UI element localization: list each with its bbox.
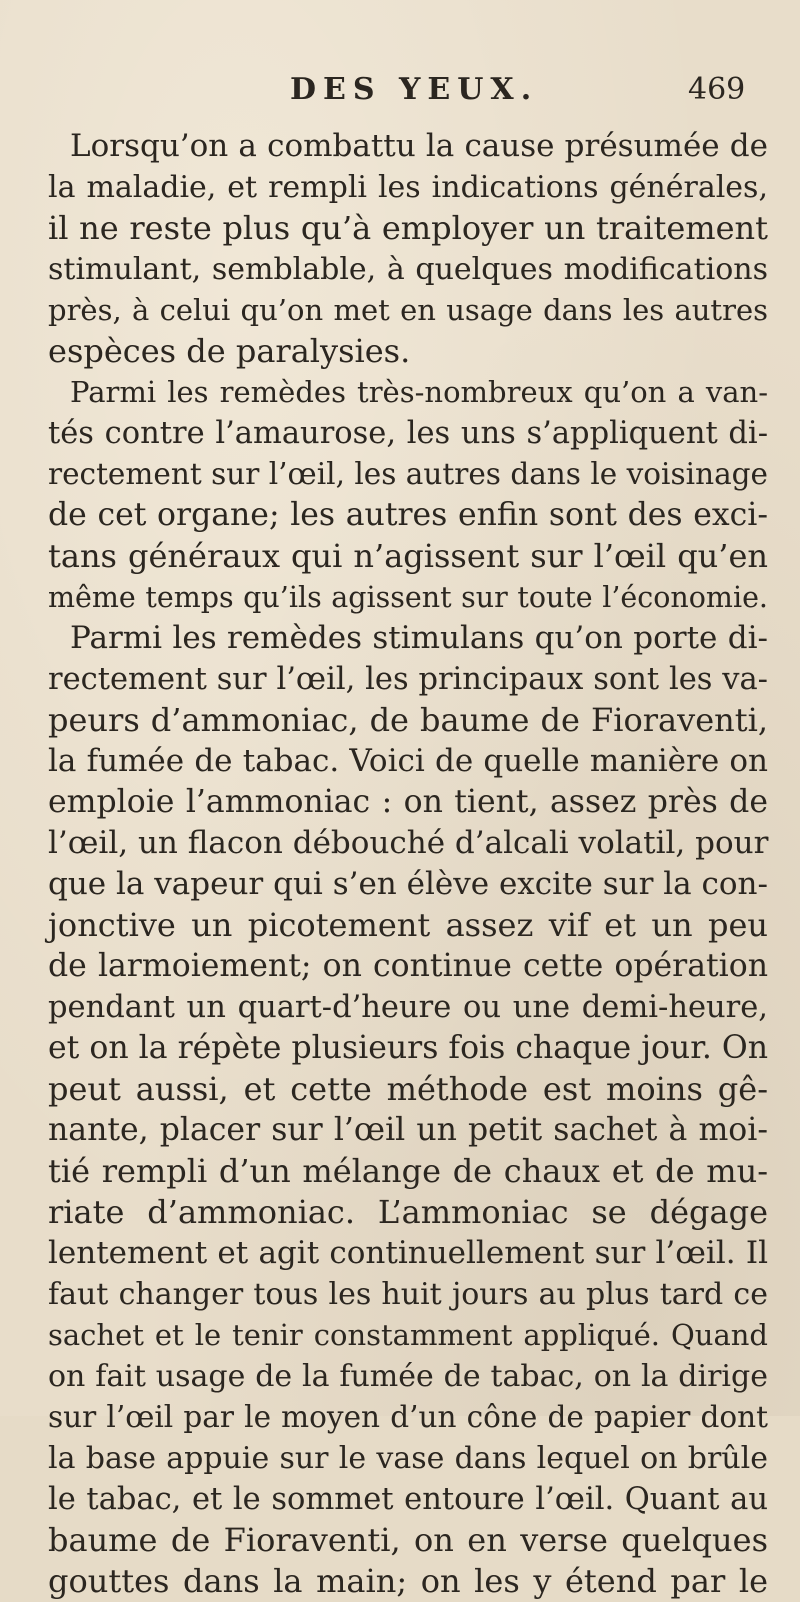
text-line: Lorsqu’on a combattu la cause présumée de bbox=[70, 128, 768, 164]
text-line: le tabac, et le sommet entoure l’œil. Quant au bbox=[48, 1482, 768, 1517]
text-line: peurs d’ammoniac, de baume de Fioraventi, bbox=[48, 701, 768, 739]
text-line: rectement sur l’œil, les autres dans le voisinage bbox=[48, 457, 768, 491]
running-title: DES YEUX. bbox=[290, 72, 539, 107]
text-line: de larmoiement; on continue cette opération bbox=[48, 948, 768, 984]
text-line: peut aussi, et cette méthode est moins gê- bbox=[48, 1070, 768, 1108]
text-line: stimulant, semblable, à quelques modifications bbox=[48, 252, 768, 287]
text-line: emploie l’ammoniac : on tient, assez près de bbox=[48, 784, 768, 820]
text-line: la fumée de tabac. Voici de quelle manière on bbox=[48, 743, 768, 779]
text-line: on fait usage de la fumée de tabac, on la dirige bbox=[48, 1359, 768, 1394]
text-line: espèces de paralysies. bbox=[48, 332, 411, 370]
text-line: gouttes dans la main; on les y étend par le bbox=[48, 1562, 768, 1600]
text-line: sachet et le tenir constamment appliqué. Quand bbox=[48, 1318, 768, 1352]
page-header bbox=[0, 72, 800, 112]
text-line: même temps qu’ils agissent sur toute l’économie. bbox=[48, 581, 768, 614]
text-line: tans généraux qui n’agissent sur l’œil qu’en bbox=[48, 537, 768, 575]
page-number: 469 bbox=[688, 72, 746, 107]
text-line: faut changer tous les huit jours au plus tard ce bbox=[48, 1277, 768, 1312]
text-line: la maladie, et rempli les indications générales, bbox=[48, 170, 768, 205]
text-line: nante, placer sur l’œil un petit sachet à moi- bbox=[48, 1112, 768, 1148]
text-line: tié rempli d’un mélange de chaux et de mu- bbox=[48, 1152, 768, 1190]
text-line: que la vapeur qui s’en élève excite sur la con- bbox=[48, 866, 768, 902]
text-line: lentement et agit continuellement sur l’œil. Il bbox=[48, 1235, 768, 1271]
text-line: riate d’ammoniac. L’ammoniac se dégage bbox=[48, 1193, 768, 1231]
text-line: il ne reste plus qu’à employer un traitement bbox=[48, 209, 768, 247]
text-line: pendant un quart-d’heure ou une demi-heure, bbox=[48, 990, 768, 1025]
text-line: jonctive un picotement assez vif et un peu bbox=[48, 906, 768, 944]
text-line: de cet organe; les autres enfin sont des exci- bbox=[48, 497, 768, 533]
text-line: sur l’œil par le moyen d’un cône de papier dont bbox=[48, 1400, 768, 1434]
text-line: baume de Fioraventi, on en verse quelques bbox=[48, 1521, 768, 1559]
text-line: Parmi les remèdes très-nombreux qu’on a van- bbox=[70, 375, 768, 409]
body-text bbox=[48, 126, 768, 1602]
text-line: Parmi les remèdes stimulans qu’on porte di- bbox=[70, 620, 768, 656]
text-line: près, à celui qu’on met en usage dans les autres bbox=[48, 293, 768, 327]
text-line: et on la répète plusieurs fois chaque jour. On bbox=[48, 1030, 768, 1066]
text-line: rectement sur l’œil, les principaux sont les va- bbox=[48, 662, 768, 697]
text-line: la base appuie sur le vase dans lequel on brûle bbox=[48, 1441, 768, 1476]
text-line: tés contre l’amaurose, les uns s’appliquent di- bbox=[48, 416, 768, 451]
text-line: l’œil, un flacon débouché d’alcali volatil, pour bbox=[48, 825, 769, 861]
